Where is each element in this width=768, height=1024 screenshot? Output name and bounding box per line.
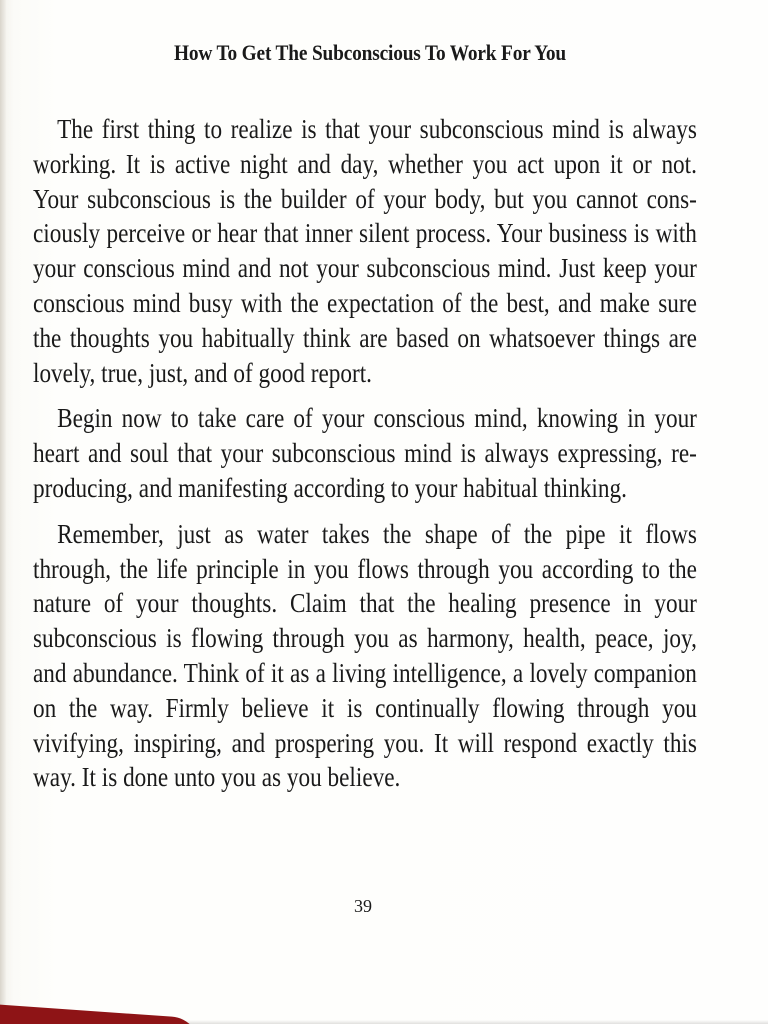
cover-shadow xyxy=(180,1020,768,1024)
paragraph-3: Remember, just as water takes the shape of the pipe it flows through, the life principle in you flows through you according to the nature of your thoughts. Claim that the healing presence in your subconscious is flowing through you as harmony, health, peace, joy, and abundance. Think of it as a living intelligence, a lovely companion on the way. Firmly believe it is continually flowing through you vivifying, inspiring, and prospering you. It will respond exactly this way. It is done unto you as you believe. xyxy=(33,518,697,793)
body-text xyxy=(33,112,697,806)
paragraph-2: Begin now to take care of your conscious mind, knowing in your heart and soul that your subconscious mind is always expressing, reproducing, and manifesting according to your habitual thinking. xyxy=(33,403,697,503)
book-cover-edge xyxy=(0,996,768,1024)
red-cover-corner xyxy=(0,1004,202,1024)
chapter-title: How To Get The Subconscious To Work For You xyxy=(174,40,566,65)
page-number: 39 xyxy=(354,896,372,916)
page-binding-edge xyxy=(0,0,6,1024)
paragraph-1: The first thing to realize is that your subconscious mind is always working. It is active night and day, whether you act upon it or not. Your subconscious is the builder of your body, but you cannot consciously perceive or hear that inner silent process. Your business is with your conscious mind and not your subconscious mind. Just keep your conscious mind busy with the expectation of the best, and make sure the thoughts you habitually think are based on whatsoever things are lovely, true, just, and of good report. xyxy=(33,114,697,388)
